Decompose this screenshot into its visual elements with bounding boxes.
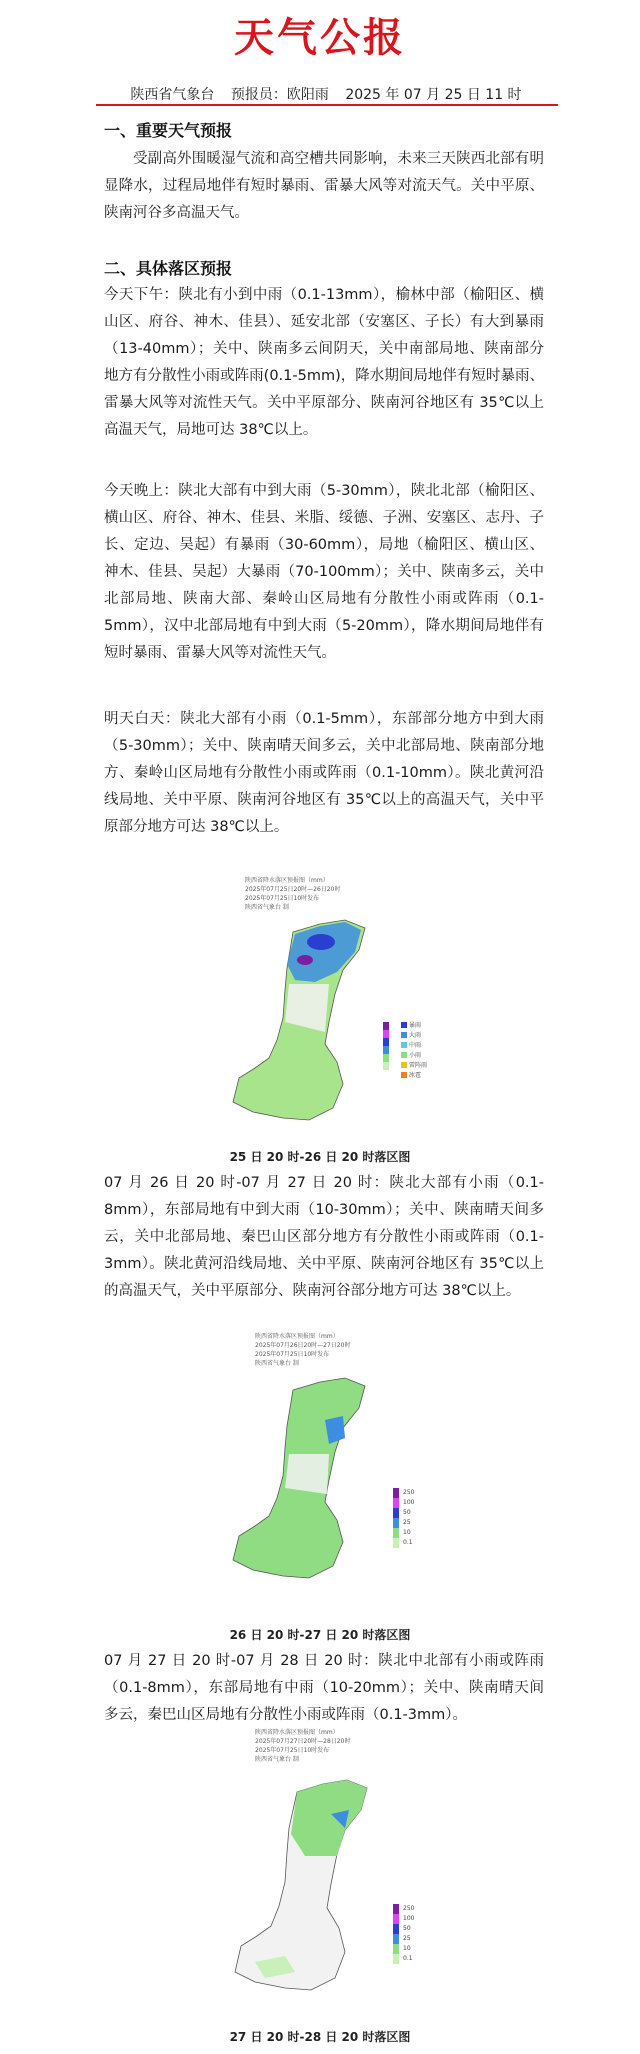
forecast-today-afternoon: 今天下午：陕北有小到中雨（0.1-13mm），榆林中部（榆阳区、横山区、府谷、神木、佳县）、延安北部（安塞区、子长）有大到暴雨（13-40mm）；关中、陕南多云间阴天，关中南部局地、陕南部分地方有分散性小雨或阵雨(0.1-5mm)，降水期间局地伴有短时暴雨、雷暴大风等对流性天气。关中平原部分、陕南河谷地区有 35℃以上高温天气，局地可达 38℃以上。 (104, 287, 544, 438)
map3-title: 陕西省降水落区预报图（mm） (255, 1729, 339, 1736)
map2-agency: 陕西省气象台 制 (255, 1360, 299, 1367)
map3-period: 2025年07月27日20时—28日20时 (255, 1738, 351, 1745)
header-divider (96, 104, 558, 106)
legend1-4: 雷阵雨 (409, 1062, 428, 1069)
legend2-0: 250 (403, 1489, 415, 1496)
guanzhong-dry-area (285, 1454, 329, 1494)
legend1-2: 中雨 (409, 1042, 422, 1049)
section1-text: 受副高外围暖湿气流和高空槽共同影响，未来三天陕西北部有明显降水，过程局地伴有短时暴雨、雷暴大风等对流天气。关中平原、陕南河谷多高温天气。 (104, 151, 544, 221)
forecast-period-2: 07 月 26 日 20 时-07 月 27 日 20 时：陕北大部有小雨（0.1-8mm），东部局地有中到大雨（10-30mm）；关中、陕南晴天间多云，关中北部局地、秦巴山区部分地方有分散性小雨或阵雨（0.1-3mm）。陕北黄河沿线局地、关中平原、陕南河谷地区有 35℃以上的高温天气，关中平原部分、陕南河谷部分地方可达 38℃以上。 (104, 1175, 544, 1299)
map2-period: 2025年07月26日20时—27日20时 (255, 1342, 351, 1349)
legend1-1: 大雨 (409, 1032, 422, 1039)
map1-caption: 25 日 20 时-26 日 20 时落区图 (229, 1150, 411, 1164)
legend3-2: 50 (403, 1925, 411, 1932)
map1-legend (383, 1021, 427, 1079)
section1-heading: 一、重要天气预报 (104, 121, 233, 140)
map3-caption: 27 日 20 时-28 日 20 时落区图 (229, 2030, 411, 2044)
forecaster-name: 预报员：欧阳雨 (230, 87, 329, 103)
agency-name: 陕西省气象台 (130, 87, 215, 103)
legend1-3: 小雨 (409, 1052, 422, 1059)
legend3-5: 0.1 (403, 1955, 413, 1962)
north-light-rain-area (291, 1780, 367, 1856)
forecast-tonight: 今天晚上：陕北大部有中到大雨（5-30mm），陕北北部（榆阳区、横山区、府谷、神木、佳县、米脂、绥德、子洲、安塞区、志丹、子长、定边、吴起）有暴雨（30-60mm），局地（榆阳区、横山区、神木、佳县、吴起）大暴雨（70-100mm）；关中、陕南多云，关中北部局地、陕南大部、秦岭山区局地有分散性小雨或阵雨（0.1-5mm），汉中北部局地有中到大雨（5-20mm），降水期间局地伴有短时暴雨、雷暴大风等对流性天气。 (104, 483, 544, 661)
legend3-0: 250 (403, 1905, 415, 1912)
legend3-3: 25 (403, 1935, 411, 1942)
map3-agency: 陕西省气象台 制 (255, 1756, 299, 1763)
forecast-tomorrow-day: 明天白天：陕北大部有小雨（0.1-5mm），东部部分地方中到大雨（5-30mm）；关中、陕南晴天间多云，关中北部局地、陕南部分地方、秦岭山区局地有分散性小雨或阵雨（0.1-10mm）。陕北黄河沿线局地、关中平原、陕南河谷地区有 35℃以上的高温天气，关中平原部分地方可达 38℃以上。 (104, 711, 544, 835)
map2-caption: 26 日 20 时-27 日 20 时落区图 (229, 1628, 411, 1642)
map2-legend (393, 1488, 415, 1548)
legend3-4: 10 (403, 1945, 411, 1952)
legend1-5: 冰雹 (409, 1072, 422, 1079)
map2-title: 陕西省降水落区预报图（mm） (255, 1333, 339, 1340)
legend2-3: 25 (403, 1519, 411, 1526)
map1-issued: 2025年07月25日10时发布 (245, 895, 320, 902)
heavy-rain-core (307, 934, 335, 950)
issue-datetime: 2025 年 07 月 25 日 11 时 (345, 87, 522, 103)
forecast-period-3: 07 月 27 日 20 时-07 月 28 日 20 时：陕北中北部有小雨或阵雨（0.1-8mm），东部局地有中雨（10-20mm）；关中、陕南晴天间多云，秦巴山区局地有分散性小雨或阵雨（0.1-3mm）。 (104, 1653, 544, 1723)
map3-legend (393, 1904, 415, 1964)
legend3-1: 100 (403, 1915, 415, 1922)
legend1-0: 暴雨 (409, 1022, 422, 1029)
map3-issued: 2025年07月25日10时发布 (255, 1747, 330, 1754)
legend2-2: 50 (403, 1509, 411, 1516)
legend2-4: 10 (403, 1529, 411, 1536)
legend2-1: 100 (403, 1499, 415, 1506)
precip-map-1 (225, 872, 445, 1144)
bulletin-meta (96, 84, 556, 104)
legend2-5: 0.1 (403, 1539, 413, 1546)
map1-period: 2025年07月25日20时—26日20时 (245, 886, 341, 893)
section2-heading: 二、具体落区预报 (104, 259, 233, 278)
precip-map-3 (225, 1724, 445, 2030)
torrential-rain-core (297, 955, 313, 965)
bulletin-title: 天气公报 (234, 15, 406, 61)
map2-issued: 2025年07月25日10时发布 (255, 1351, 330, 1358)
map1-title: 陕西省降水落区预报图（mm） (245, 877, 329, 884)
map1-agency: 陕西省气象台 制 (245, 904, 289, 911)
precip-map-2 (225, 1328, 445, 1608)
